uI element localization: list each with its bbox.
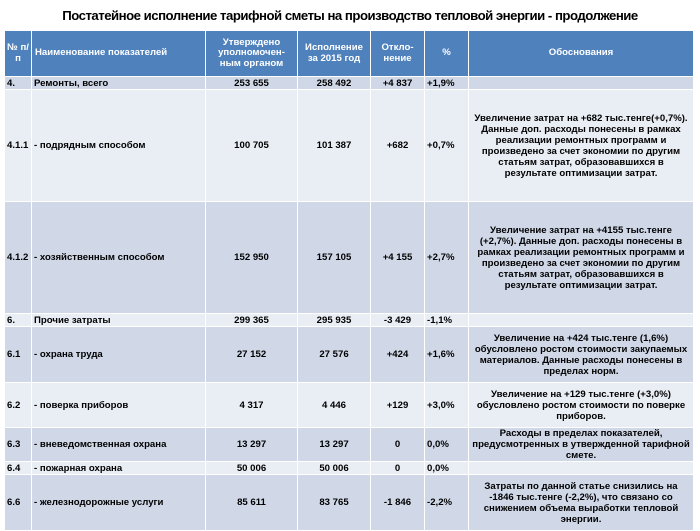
header-deviation: Откло-нение xyxy=(371,31,425,77)
row-num: 6.4 xyxy=(5,462,32,475)
table-row xyxy=(5,462,694,475)
row-num: 4. xyxy=(5,77,32,90)
row-basis: Затраты по данной статье снизились на -1846 тыс.тенге (-2,2%), что связано со снижением объема выработки тепловой энергии. xyxy=(469,475,694,531)
row-percent: +1,9% xyxy=(425,77,469,90)
row-executed: 50 006 xyxy=(298,462,371,475)
table-header-row xyxy=(5,31,694,77)
row-num: 6. xyxy=(5,314,32,327)
row-executed: 13 297 xyxy=(298,428,371,462)
row-approved: 27 152 xyxy=(206,327,298,383)
row-basis xyxy=(469,462,694,475)
table-row xyxy=(5,90,694,202)
page-title: Постатейное исполнение тарифной сметы на производство тепловой энергии - продолжение xyxy=(62,8,638,23)
row-percent: +2,7% xyxy=(425,202,469,314)
row-basis: Увеличение на +424 тыс.тенге (1,6%) обусловлено ростом стоимости закупаемых материалов. Данные расходы понесены в пределах норм. xyxy=(469,327,694,383)
row-percent: +1,6% xyxy=(425,327,469,383)
row-executed: 101 387 xyxy=(298,90,371,202)
header-percent: % xyxy=(425,31,469,77)
header-basis: Обоснования xyxy=(469,31,694,77)
row-executed: 83 765 xyxy=(298,475,371,531)
row-approved: 253 655 xyxy=(206,77,298,90)
tariff-table xyxy=(4,30,694,531)
row-executed: 27 576 xyxy=(298,327,371,383)
row-name: Прочие затраты xyxy=(32,314,206,327)
row-num: 6.3 xyxy=(5,428,32,462)
row-deviation: +424 xyxy=(371,327,425,383)
row-executed: 157 105 xyxy=(298,202,371,314)
table-row xyxy=(5,327,694,383)
row-num: 6.1 xyxy=(5,327,32,383)
row-basis: Увеличение затрат на +4155 тыс.тенге (+2,7%). Данные доп. расходы понесены в рамках реализации ремонтных программ и произведено за счет экономии по другим статьям затрат, образовавшихся в результате оптимизации затрат. xyxy=(469,202,694,314)
row-num: 4.1.2 xyxy=(5,202,32,314)
row-deviation: +682 xyxy=(371,90,425,202)
row-percent: 0,0% xyxy=(425,462,469,475)
row-name: - пожарная охрана xyxy=(32,462,206,475)
row-num: 6.2 xyxy=(5,383,32,428)
row-approved: 152 950 xyxy=(206,202,298,314)
row-name: Ремонты, всего xyxy=(32,77,206,90)
row-name: - охрана труда xyxy=(32,327,206,383)
row-basis xyxy=(469,77,694,90)
row-name: - вневедомственная охрана xyxy=(32,428,206,462)
header-approved: Утверждено уполномочен-ным органом xyxy=(206,31,298,77)
row-deviation: +4 155 xyxy=(371,202,425,314)
row-basis xyxy=(469,314,694,327)
table-row xyxy=(5,475,694,531)
row-executed: 258 492 xyxy=(298,77,371,90)
row-executed: 295 935 xyxy=(298,314,371,327)
row-approved: 299 365 xyxy=(206,314,298,327)
row-deviation: +129 xyxy=(371,383,425,428)
row-name: - хозяйственным способом xyxy=(32,202,206,314)
table-row xyxy=(5,314,694,327)
row-name: - поверка приборов xyxy=(32,383,206,428)
row-percent: +3,0% xyxy=(425,383,469,428)
header-name: Наименование показателей xyxy=(32,31,206,77)
header-executed: Исполнение за 2015 год xyxy=(298,31,371,77)
row-approved: 4 317 xyxy=(206,383,298,428)
row-approved: 13 297 xyxy=(206,428,298,462)
row-approved: 85 611 xyxy=(206,475,298,531)
row-basis: Расходы в пределах показателей, предусмотренных в утвержденной тарифной смете. xyxy=(469,428,694,462)
table-row xyxy=(5,202,694,314)
row-num: 6.6 xyxy=(5,475,32,531)
table-row xyxy=(5,428,694,462)
row-approved: 50 006 xyxy=(206,462,298,475)
row-deviation: +4 837 xyxy=(371,77,425,90)
row-deviation: -1 846 xyxy=(371,475,425,531)
row-deviation: -3 429 xyxy=(371,314,425,327)
row-deviation: 0 xyxy=(371,428,425,462)
row-percent: -2,2% xyxy=(425,475,469,531)
header-num: № п/п xyxy=(5,31,32,77)
row-num: 4.1.1 xyxy=(5,90,32,202)
row-name: - подрядным способом xyxy=(32,90,206,202)
row-executed: 4 446 xyxy=(298,383,371,428)
table-row xyxy=(5,77,694,90)
row-percent: +0,7% xyxy=(425,90,469,202)
row-percent: 0,0% xyxy=(425,428,469,462)
row-deviation: 0 xyxy=(371,462,425,475)
row-name: - железнодорожные услуги xyxy=(32,475,206,531)
row-percent: -1,1% xyxy=(425,314,469,327)
table-row xyxy=(5,383,694,428)
row-basis: Увеличение на +129 тыс.тенге (+3,0%) обусловлено ростом стоимости по поверке приборов. xyxy=(469,383,694,428)
row-approved: 100 705 xyxy=(206,90,298,202)
row-basis: Увеличение затрат на +682 тыс.тенге(+0,7%). Данные доп. расходы понесены в рамках реализации ремонтных программ и произведено за счет экономии по другим статьям затрат, образовавшихся в результате оптимизации затрат. xyxy=(469,90,694,202)
